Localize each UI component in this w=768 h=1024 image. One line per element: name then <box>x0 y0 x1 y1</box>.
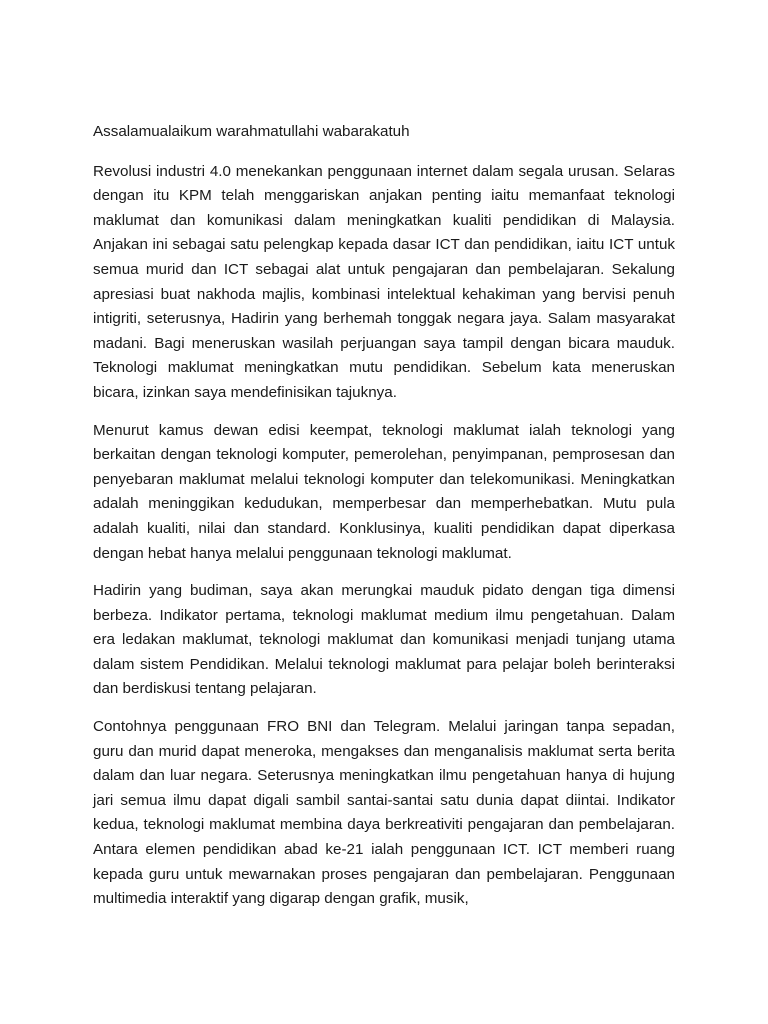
paragraph-3: Hadirin yang budiman, saya akan merungkai mauduk pidato dengan tiga dimensi berbeza. Indikator pertama, teknologi maklumat medium ilmu pengetahuan. Dalam era ledakan maklumat, teknologi maklumat dan komunikasi menjadi tunjang utama dalam sistem Pendidikan. Melalui teknologi maklumat para pelajar boleh berinteraksi dan berdiskusi tentang pelajaran. <box>93 582 675 698</box>
greeting-line: Assalamualaikum warahmatullahi wabarakatuh <box>93 123 410 140</box>
paragraph-2: Menurut kamus dewan edisi keempat, teknologi maklumat ialah teknologi yang berkaitan dengan teknologi komputer, pemerolehan, penyimpanan, pemprosesan dan penyebaran maklumat melalui teknologi komputer dan telekomunikasi. Meningkatkan adalah meninggikan kedudukan, memperbesar dan memperhebatkan. Mutu pula adalah kualiti, nilai dan standard. Konklusinya, kualiti pendidikan dapat diperkasa dengan hebat hanya melalui penggunaan teknologi maklumat. <box>93 421 675 562</box>
paragraph-4: Contohnya penggunaan FRO BNI dan Telegram. Melalui jaringan tanpa sepadan, guru dan murid dapat meneroka, mengakses dan menganalisis maklumat serta berita dalam dan luar negara. Seterusnya meningkatkan ilmu pengetahuan hanya di hujung jari semua ilmu dapat digali sambil santai-santai satu dunia dapat diintai. Indikator kedua, teknologi maklumat membina daya berkreativiti pengajaran dan pembelajaran. Antara elemen pendidikan abad ke-21 ialah penggunaan ICT. ICT memberi ruang kepada guru untuk mewarnakan proses pengajaran dan pembelajaran. Penggunaan multimedia interaktif yang digarap dengan grafik, musik, <box>93 718 675 908</box>
document-page <box>93 120 675 925</box>
paragraph-1: Revolusi industri 4.0 menekankan penggunaan internet dalam segala urusan. Selaras dengan itu KPM telah menggariskan anjakan penting iaitu memanfaat teknologi maklumat dan komunikasi dalam meningkatkan kualiti pendidikan di Malaysia. Anjakan ini sebagai satu pelengkap kepada dasar ICT dan pendidikan, iaitu ICT untuk semua murid dan ICT sebagai alat untuk pengajaran dan pembelajaran. Sekalung apresiasi buat nakhoda majlis, kombinasi intelektual kehakiman yang bervisi penuh intigriti, seterusnya, Hadirin yang berhemah tonggak negara jaya. Salam masyarakat madani. Bagi meneruskan wasilah perjuangan saya tampil dengan bicara mauduk. Teknologi maklumat meningkatkan mutu pendidikan. Sebelum kata meneruskan bicara, izinkan saya mendefinisikan tajuknya. <box>93 162 675 401</box>
